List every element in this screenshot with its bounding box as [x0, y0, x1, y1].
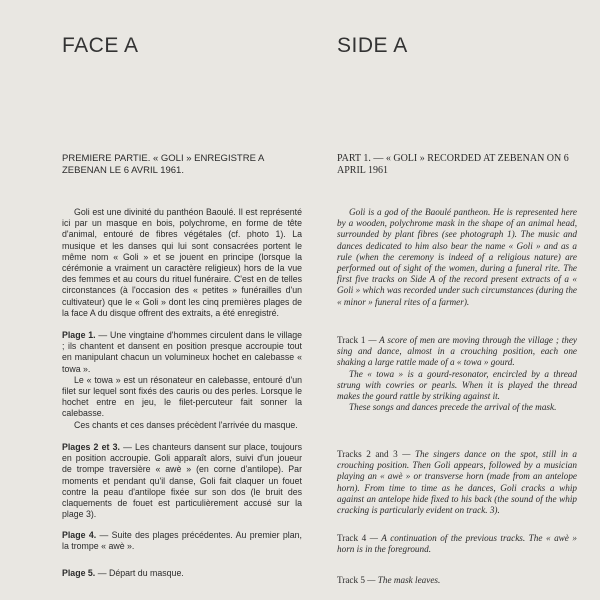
track-label: Tracks 2 and 3: [337, 449, 398, 459]
english-part-heading: PART 1. — « GOLI » RECORDED AT ZEBENAN ON 6 APRIL 1961: [337, 153, 569, 176]
track-label: Plage 1.: [62, 330, 96, 340]
track-label: Plages 2 et 3.: [62, 442, 120, 452]
track-label: Plage 5.: [62, 568, 96, 578]
track-text: Ces chants et ces danses précèdent l'arrivée du masque.: [74, 419, 298, 430]
english-track-2-3: [337, 449, 577, 516]
french-track-4: [62, 530, 302, 552]
track-label: Track 5: [337, 575, 365, 585]
track-text: — Une vingtaine d'hommes circulent dans le village ; ils chantent et dansent en position presque accroupie tout en manipulant chacun un volumineux hochet en calebasse « towa ».: [62, 330, 302, 374]
french-track-5: [62, 568, 302, 579]
track-text: These songs and dances precede the arrival of the mask.: [349, 402, 557, 413]
english-track-1: [337, 335, 577, 413]
track-text: — The mask leaves.: [367, 575, 441, 585]
track-text: — Départ du masque.: [97, 568, 184, 578]
track-text: — The singers dance on the spot, still in a crouching position. Then Goli appears, followed by a musician playing an « awè » or transverse horn (made from an antelope horn). From time to time as he dances, Goli cracks a whip against an antelope hide fixed to his back (the sound of the whip cracking is particularly evident on track. 3).: [337, 449, 577, 516]
track-text: Le « towa » est un résonateur en calebasse, entouré d'un filet sur lequel sont fixés des cauris ou des perles. Lorsque le hochet entre en jeu, le filet-percuteur fait sonner la calebasse.: [62, 374, 302, 419]
track-text: — Suite des plages précédentes. Au premier plan, la trompe « awè ».: [62, 530, 302, 552]
french-track-2-3: [62, 442, 302, 520]
track-text: The « towa » is a gourd-resonator, encircled by a thread strung with cowries or pearls. When it is played the thread makes the gourd rattle by striking against it.: [337, 368, 577, 402]
english-intro: Goli is a god of the Baoulé pantheon. He is represented here by a wooden, polychrome mask in the shape of an animal head, surrounded by plant fibres (see photograph 1). The music and dances dedicated to him also bear the name « Goli » and as a rule (when the ceremony is indeed of a religious nature) are performed out of sight of the women, during a funeral rite. The first five tracks on Side A of the record present extracts of a « Goli » which was recorded under such circumstances (during the « minor » funeral rites of a farmer).: [337, 207, 577, 307]
french-part-heading: PREMIERE PARTIE. « GOLI » ENREGISTRE A ZEBENAN LE 6 AVRIL 1961.: [62, 153, 264, 176]
face-a-title: FACE A: [62, 34, 139, 57]
track-label: Plage 4.: [62, 530, 97, 540]
track-label: Track 4: [337, 533, 367, 543]
track-text: — A continuation of the previous tracks. The « awè » horn is in the foreground.: [337, 533, 578, 555]
track-text: — Les chanteurs dansent sur place, toujours en position accroupie. Goli apparaît alors, suivi d'un joueur de trompe traversière « awè » (en corne d'antilope). Par moments et pendant qu'il danse, Goli fait claquer un fouet contre la peau d'antilope fixée sur son dos (le bruit des claquements de fouet est particulièrement accusé sur la plage 3).: [62, 442, 302, 520]
french-intro: Goli est une divinité du panthéon Baoulé. Il est représenté ici par un masque en bois, polychrome, en forme de tête d'animal, entouré de fibres végétales (cf. photo 1). La musique et les danses qui lui sont consacrées portent le même nom « Goli » et se jouent en principe (lorsque la cérémonie a vraiment un caractère religieux) hors de la vue des femmes et au cours du rituel funéraire. C'est en de telles circonstances (à l'occasion des « petites » funérailles d'un cultivateur) que le « Goli » dont les cinq premières plages de la face A du disque offrent des extraits, a été enregistré.: [62, 207, 302, 318]
english-track-4: [337, 533, 577, 555]
side-a-title: SIDE A: [337, 34, 408, 57]
track-label: Track 1: [337, 335, 366, 345]
track-text: — A score of men are moving through the village ; they sing and dance, almost in a crouching position, each one shaking a large rattle made of a « towa » gourd.: [337, 335, 577, 368]
french-track-1: [62, 330, 302, 431]
english-track-5: [337, 575, 577, 586]
